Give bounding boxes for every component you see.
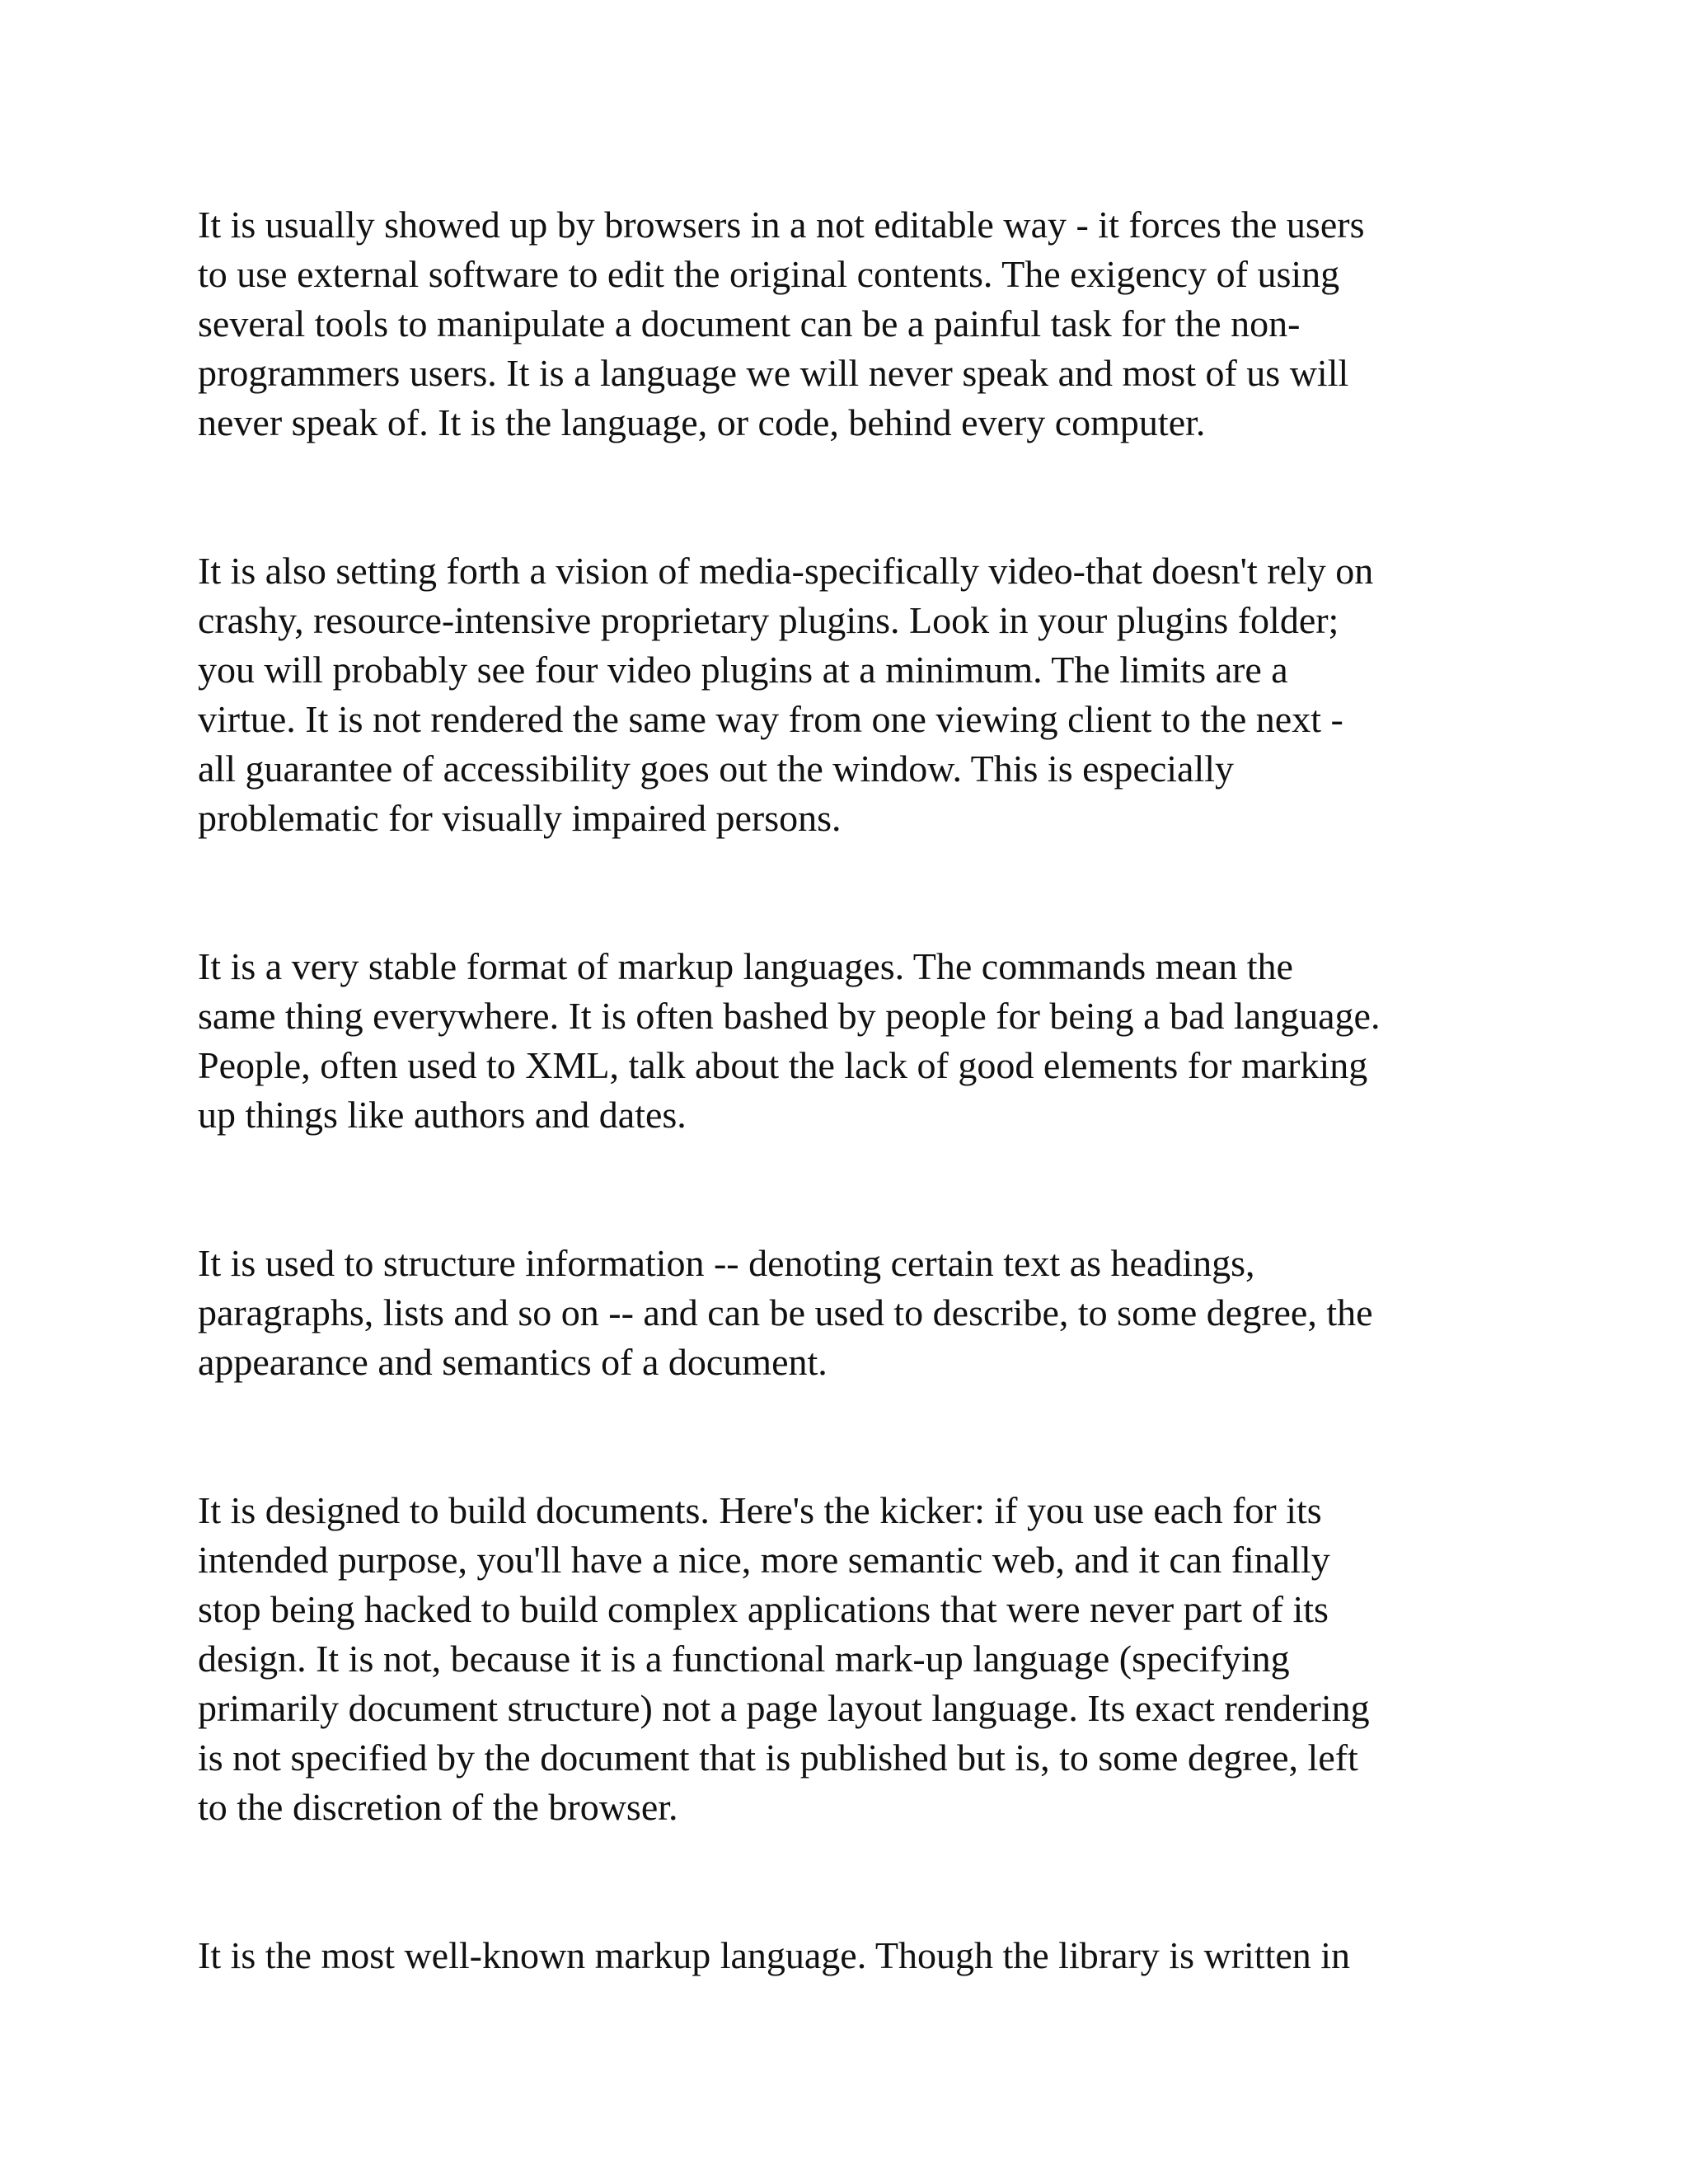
text-line: problematic for visually impaired persons. — [198, 797, 842, 839]
text-line: People, often used to XML, talk about the lack of good elements for marking — [198, 1044, 1368, 1086]
text-line: It is usually showed up by browsers in a not editable way - it forces the users — [198, 204, 1365, 246]
text-line: primarily document structure) not a page layout language. Its exact rendering — [198, 1687, 1370, 1729]
text-line: appearance and semantics of a document. — [198, 1341, 828, 1383]
text-line: to the discretion of the browser. — [198, 1786, 678, 1828]
text-line: It is designed to build documents. Here's the kicker: if you use each for its — [198, 1489, 1322, 1531]
text-line: paragraphs, lists and so on -- and can be used to describe, to some degree, the — [198, 1291, 1373, 1333]
text-line: programmers users. It is a language we will never speak and most of us will — [198, 352, 1349, 394]
text-line: same thing everywhere. It is often bashed by people for being a bad language. — [198, 995, 1381, 1037]
text-line: never speak of. It is the language, or code, behind every computer. — [198, 401, 1206, 443]
text-line: to use external software to edit the original contents. The exigency of using — [198, 253, 1340, 295]
text-line: It is also setting forth a vision of media-specifically video-that doesn't rely on — [198, 550, 1374, 592]
text-line: It is a very stable format of markup languages. The commands mean the — [198, 945, 1293, 987]
text-line: It is used to structure information -- denoting certain text as headings, — [198, 1242, 1255, 1284]
text-line: intended purpose, you'll have a nice, more semantic web, and it can finally — [198, 1539, 1330, 1581]
text-line: you will probably see four video plugins at a minimum. The limits are a — [198, 649, 1288, 691]
text-line: crashy, resource-intensive proprietary plugins. Look in your plugins folder; — [198, 599, 1339, 641]
text-line: up things like authors and dates. — [198, 1094, 687, 1136]
text-line: several tools to manipulate a document can be a painful task for the non- — [198, 302, 1301, 344]
text-line: design. It is not, because it is a functional mark-up language (specifying — [198, 1638, 1290, 1680]
text-line: It is the most well-known markup language. Though the library is written in — [198, 1934, 1351, 1976]
text-line: virtue. It is not rendered the same way from one viewing client to the next - — [198, 698, 1343, 740]
text-line: all guarantee of accessibility goes out the window. This is especially — [198, 748, 1235, 790]
text-line: stop being hacked to build complex applications that were never part of its — [198, 1588, 1329, 1630]
text-line: is not specified by the document that is published but is, to some degree, left — [198, 1736, 1358, 1779]
